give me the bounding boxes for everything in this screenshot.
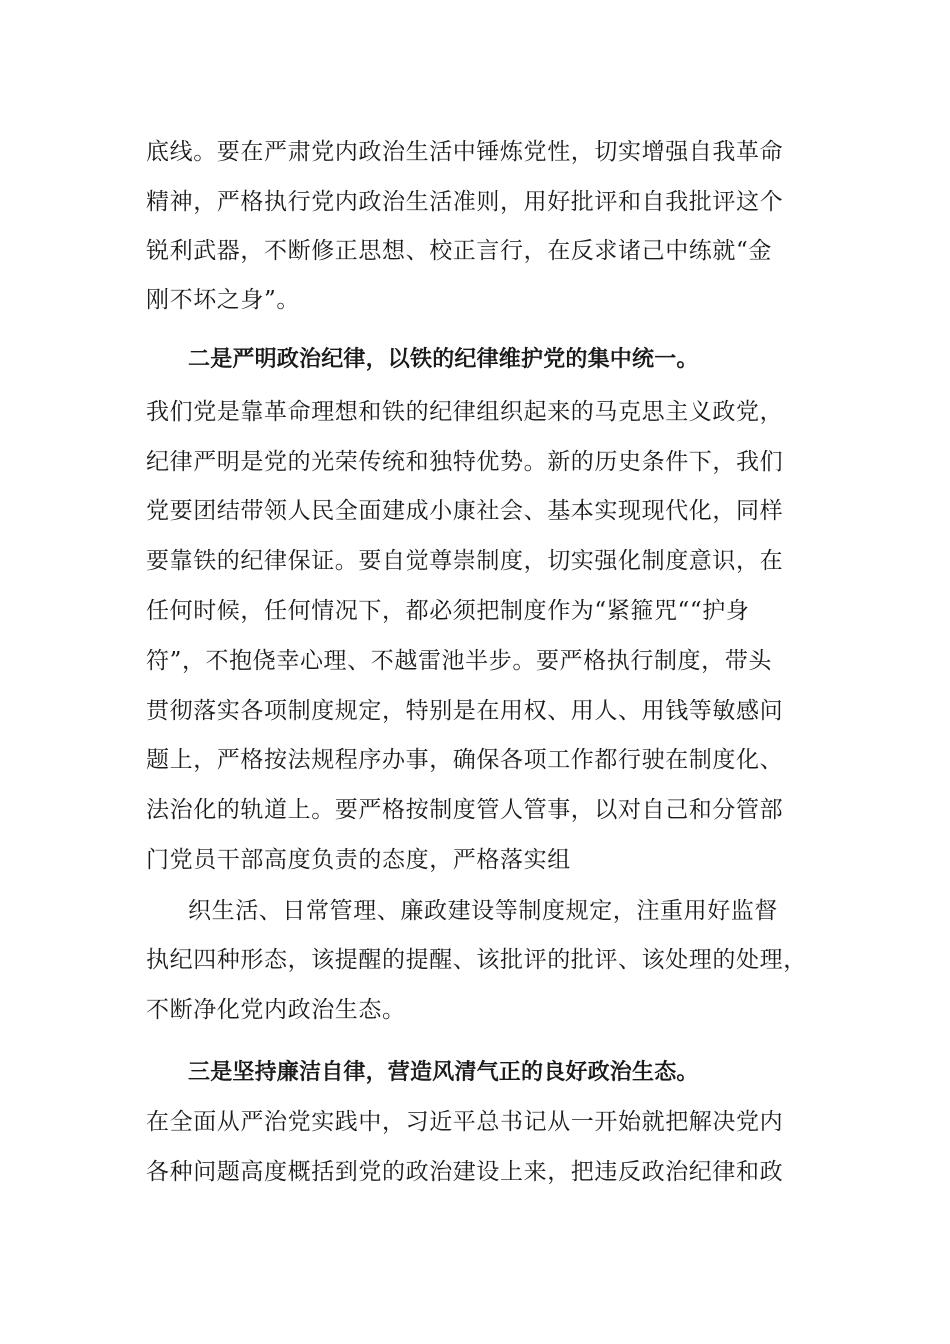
paragraph-line: 底线。要在严肃党内政治生活中锤炼党性，切实增强自我革命	[146, 139, 784, 165]
paragraph-line: 纪律严明是党的光荣传统和独特优势。新的历史条件下，我们	[146, 449, 784, 475]
section-heading-2: 二是严明政治纪律，以铁的纪律维护党的集中统一。	[188, 347, 699, 372]
paragraph-line: 党要团结带领人民全面建成小康社会、基本实现现代化，同样	[146, 498, 784, 524]
paragraph-line: 在全面从严治党实践中，习近平总书记从一开始就把解决党内	[146, 1109, 784, 1135]
paragraph-line: 门党员干部高度负责的态度，严格落实组	[146, 847, 571, 873]
paragraph-line: 织生活、日常管理、廉政建设等制度规定，注重用好监督	[188, 898, 778, 924]
paragraph-line: 我们党是靠革命理想和铁的纪律组织起来的马克思主义政党，	[146, 399, 784, 425]
paragraph-line: 符”，不抱侥幸心理、不越雷池半步。要严格执行制度，带头	[146, 648, 772, 674]
paragraph-line: 各种问题高度概括到党的政治建设上来，把违反政治纪律和政	[146, 1159, 784, 1185]
paragraph-line: 精神，严格执行党内政治生活准则，用好批评和自我批评这个	[146, 189, 784, 215]
paragraph-line: 不断净化党内政治生态。	[146, 997, 406, 1023]
paragraph-line: 法治化的轨道上。要严格按制度管人管事，以对自己和分管部	[146, 797, 784, 823]
paragraph-line: 题上，严格按法规程序办事，确保各项工作都行驶在制度化、	[146, 747, 784, 773]
paragraph-line: 锐利武器，不断修正思想、校正言行，在反求诸己中练就“金	[146, 238, 772, 264]
paragraph-line: 贯彻落实各项制度规定，特别是在用权、用人、用钱等敏感问	[146, 698, 784, 724]
paragraph-line: 执纪四种形态，该提醒的提醒、该批评的批评、该处理的处理，	[146, 947, 807, 973]
paragraph-line: 任何时候，任何情况下，都必须把制度作为“紧箍咒““护身	[146, 598, 750, 624]
paragraph-line: 要靠铁的纪律保证。要自觉尊崇制度，切实强化制度意识，在	[146, 548, 784, 574]
section-heading-3: 三是坚持廉洁自律，营造风清气正的良好政治生态。	[188, 1060, 699, 1085]
paragraph-line: 刚不坏之身”。	[146, 287, 300, 313]
